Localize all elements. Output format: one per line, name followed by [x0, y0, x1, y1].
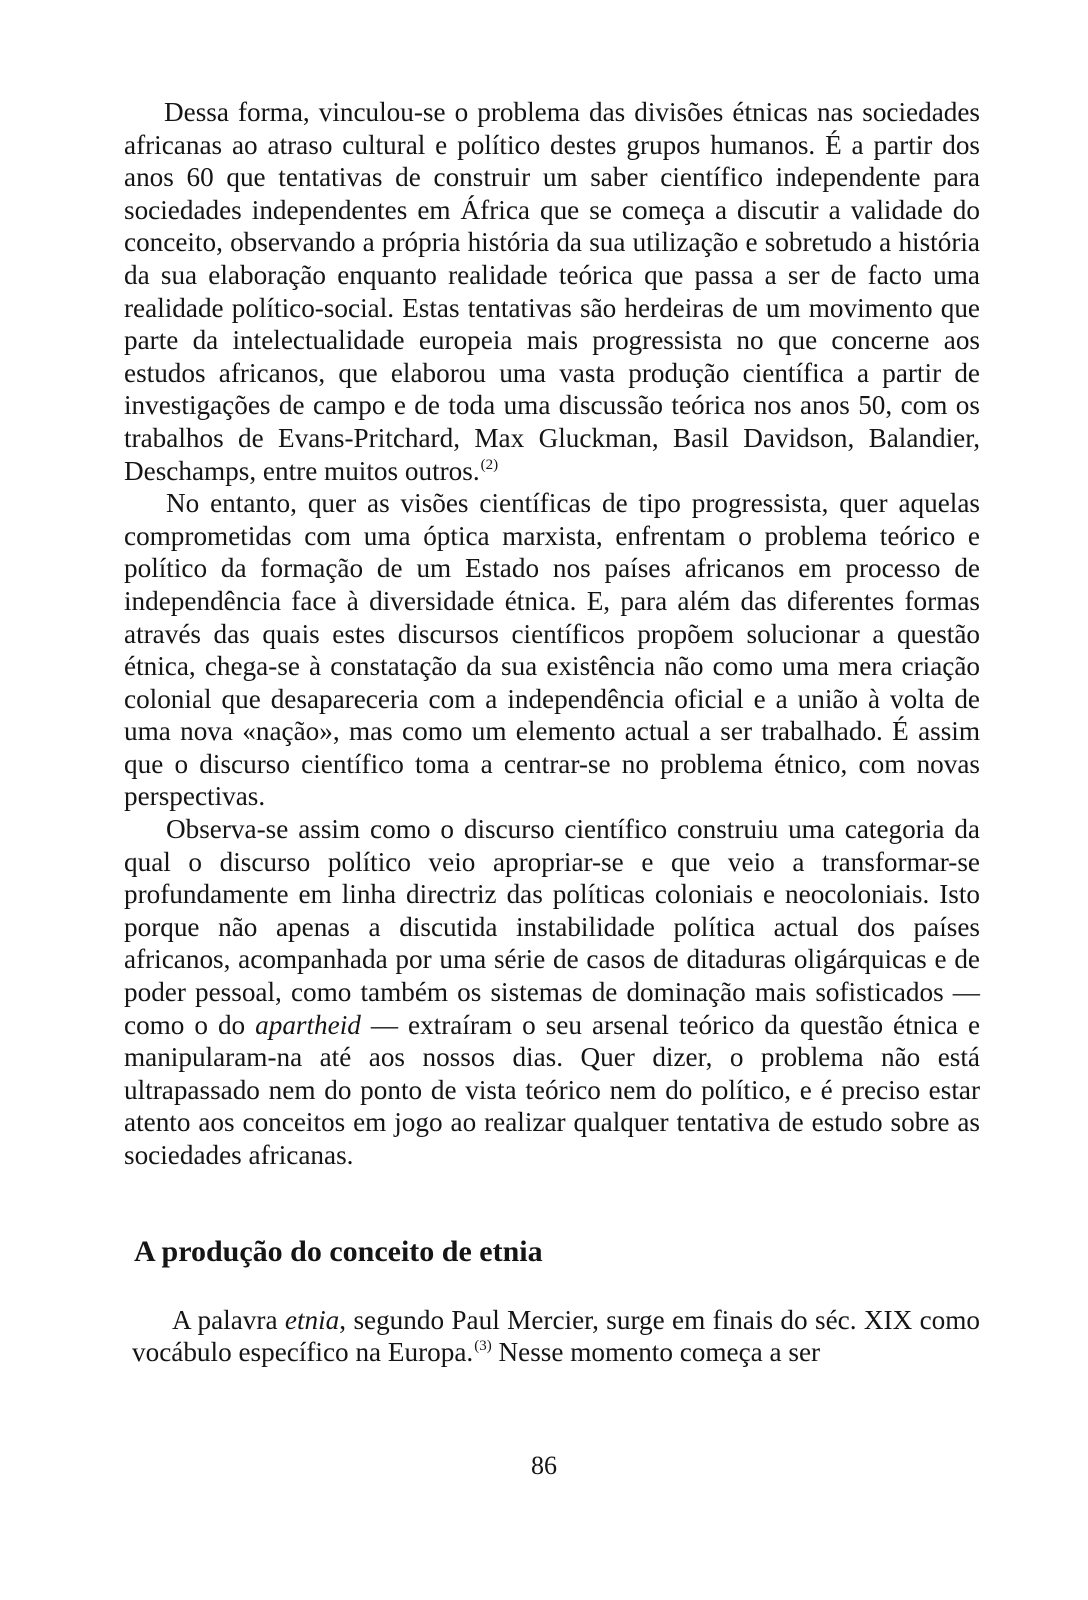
etnia-term: etnia	[284, 1304, 340, 1335]
section-heading: A produção do conceito de etnia	[134, 1234, 543, 1268]
section-text-a: A palavra	[172, 1304, 285, 1335]
paragraph-1-text: Dessa forma, vinculou-se o problema das divisões étnicas nas sociedades africanas ao atraso cultural e político destes grupos humanos. É a partir dos anos 60 que tentativas de construir um saber científico independente para sociedades independentes em África que se começa a discutir a validade do conceito, observando a própria história da sua utilização e sobretudo a história da sua elaboração enquanto realidade teórica que passa a ser de facto uma realidade político-social. Estas tentativas são herdeiras de um movimento que parte da intelectualidade europeia mais progressista no que concerne aos estudos africanos, que elaborou uma vasta produção científica a partir de investigações de campo e de toda uma discussão teórica nos anos 50, com os trabalhos de Evans-Pritchard, Max Gluckman, Basil Davidson, Balandier, Deschamps, entre muitos outros.	[124, 97, 980, 486]
paragraph-ethnic-divisions	[124, 96, 980, 487]
paragraph-3-text-b: — extraíram o seu arsenal teórico da questão étnica e manipularam-na até aos nossos dias. Quer dizer, o problema não está ultrapassado nem do ponto de vista teórico nem do político, e é preciso estar atento aos conceitos em jogo ao realizar qualquer tentativa de estudo sobre as sociedades africanas.	[124, 1009, 981, 1170]
paragraph-2-text: No entanto, quer as visões científicas de tipo progressista, quer aquelas comprometidas com uma óptica marxista, enfrentam o problema teórico e político da formação de um Estado nos países africanos em processo de independência face à diversidade étnica. E, para além das diferentes formas através das quais estes discursos científicos propõem solucionar a questão étnica, chega-se à constatação da sua existência não como uma mera criação colonial que desapareceria com a independência oficial e a união à volta de uma nova «nação», mas como um elemento actual a ser trabalhado. É assim que o discurso científico toma a centrar-se no problema étnico, com novas perspectivas.	[124, 488, 980, 812]
section-text-c: Nesse momento começa a ser	[491, 1337, 821, 1368]
paragraph-3-text-a: Observa-se assim como o discurso científico construiu uma categoria da qual o discurso político veio apropriar-se e que veio a transformar-se profundamente em linha directriz das políticas coloniais e neocoloniais. Isto porque não apenas a discutida instabilidade política actual dos países africanos, acompanhada por uma série de casos de ditaduras oligárquicas e de poder pessoal, como também os sistemas de dominação mais sofisticados — como o do	[124, 814, 980, 1040]
footnote-ref-3: (3)	[474, 1338, 492, 1355]
section-text-b: , segundo Paul Mercier, surge em finais do séc. XIX como vocábulo específico na Europa.	[132, 1304, 980, 1368]
footnote-ref-2: (2)	[480, 456, 499, 473]
page-body	[124, 96, 980, 1369]
apartheid-term: apartheid	[255, 1009, 361, 1040]
paragraph-political-discourse	[124, 813, 980, 1172]
paragraph-scientific-visions	[124, 487, 980, 813]
page-number: 86	[531, 1451, 557, 1480]
paragraph-etnia-origin	[132, 1304, 980, 1369]
